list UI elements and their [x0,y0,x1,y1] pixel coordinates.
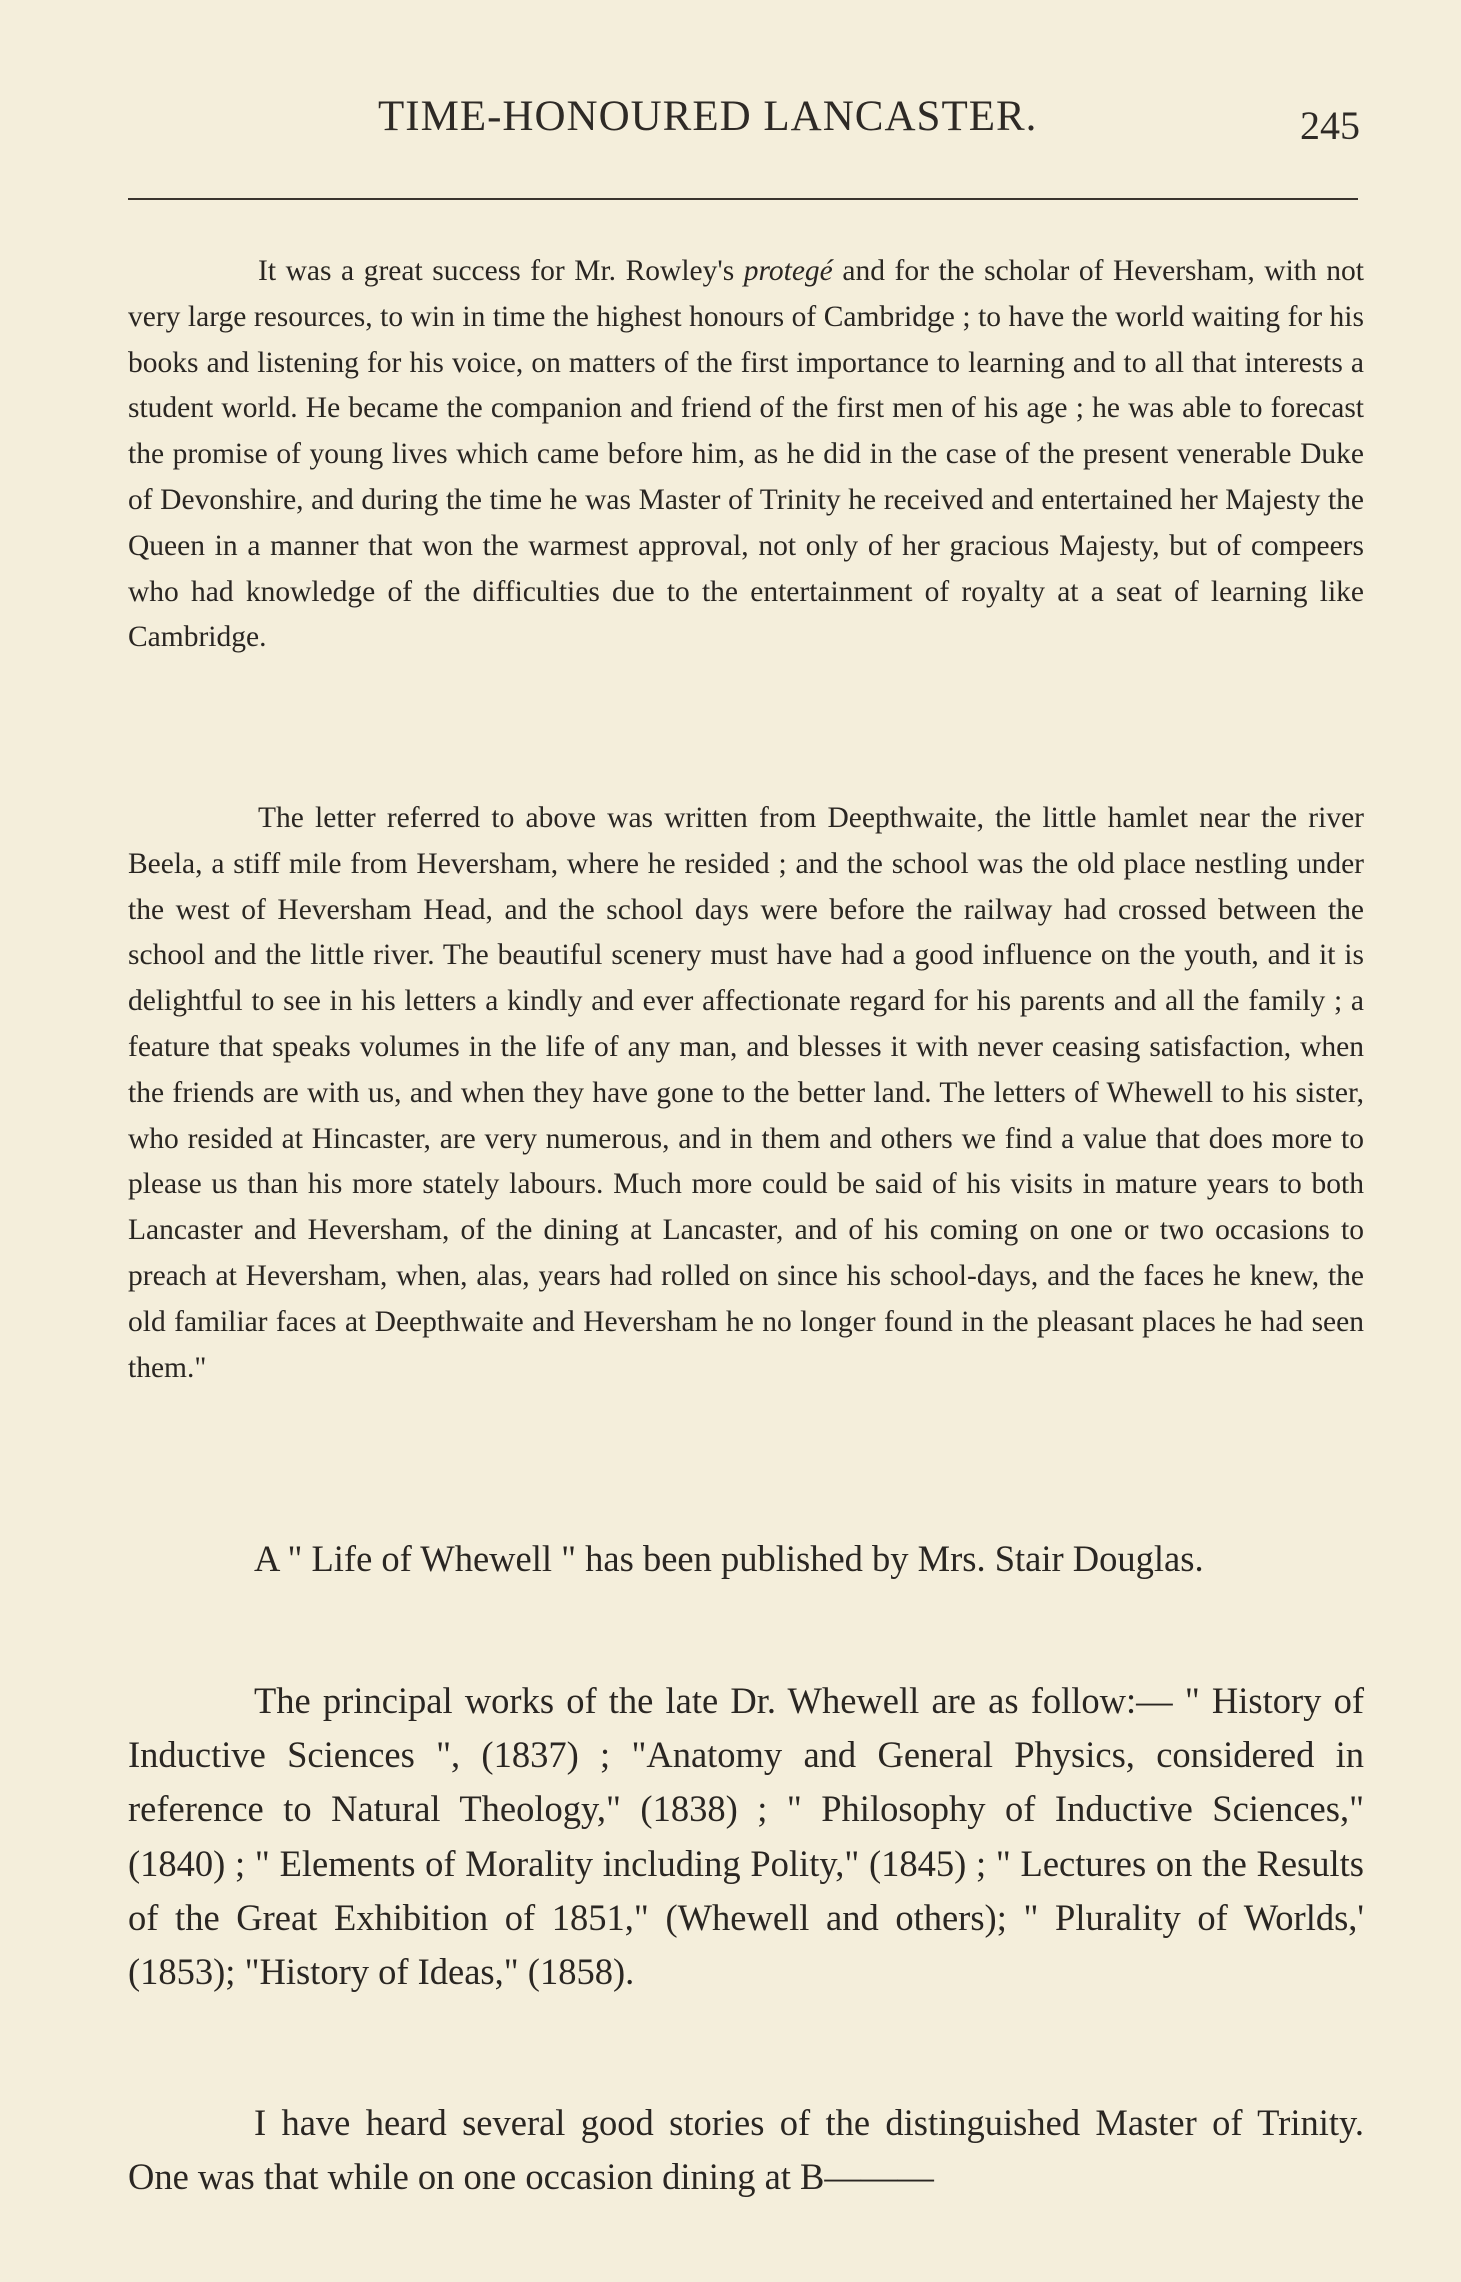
paragraph-life-of-whewell: A " Life of Whewell " has been published by Mrs. Stair Douglas. [254,1538,1204,1579]
paragraph-principal-works: The principal works of the late Dr. Whewell are as follow:— " History of Inductive Sciences ", (1837) ; "Anatomy and General Physics, considered in reference to Natural Theology," (1838) ; " Philosophy of Inductive Sciences," (1840) ; " Elements of Morality including Polity," (1845) ; " Lectures on the Results of the Great Exhibition of 1851," (Whewell and others); " Plurality of Worlds,' (1853); "History of Ideas," (1858). [128,1680,1364,1993]
paragraph-deepthwaite-letter: The letter referred to above was written from Deepthwaite, the little hamlet near the river Beela, a stiff mile from Heversham, where he resided ; and the school was the old place nestling under the west of Heversham Head, and the school days were before the railway had crossed between the school and the little river. The beautiful scenery must have had a good influence on the youth, and it is delightful to see in his letters a kindly and ever affectionate regard for his parents and all the family ; a feature that speaks volumes in the life of any man, and blesses it with never ceasing satisfaction, when the friends are with us, and when they have gone to the better land. The letters of Whewell to his sister, who resided at Hincaster, are very numerous, and in them and others we find a value that does more to please us than his more stately labours. Much more could be said of his visits in mature years to both Lancaster and Heversham, of the dining at Lancaster, and of his coming on one or two occasions to preach at Heversham, when, alas, years had rolled on since his school-days, and the faces he knew, the old familiar faces at Deepthwaite and Heversham he no longer found in the pleasant places he had seen them." [128,802,1364,1384]
paragraph-whewell-success [128,249,1364,661]
italic-word-protege: protegé [743,255,833,287]
paragraph-text: It was a great success for Mr. Rowley's [258,255,744,287]
header-rule [128,198,1358,200]
page-number: 245 [1300,103,1360,148]
paragraph-stories: I have heard several good stories of the distinguished Master of Trinity. One was that while on one occasion dining at B——— [128,2102,1364,2198]
paragraph-text: and for the scholar of Heversham, with not very large resources, to win in time the highest honours of Cambridge ; to have the world waiting for his books and listening for his voice, on matters of the first importance to learning and to all that interests a student world. He became the companion and friend of the first men of his age ; he was able to forecast the promise of young lives which came before him, as he did in the case of the present venerable Duke of Devonshire, and during the time he was Master of Trinity he received and entertained her Majesty the Queen in a manner that won the warmest approval, not only of her gracious Majesty, but of compeers who had knowledge of the difficulties due to the entertainment of royalty at a seat of learning like Cambridge. [128,255,1364,654]
running-title: TIME-HONOURED LANCASTER. [378,93,1038,140]
running-head [0,92,1461,152]
